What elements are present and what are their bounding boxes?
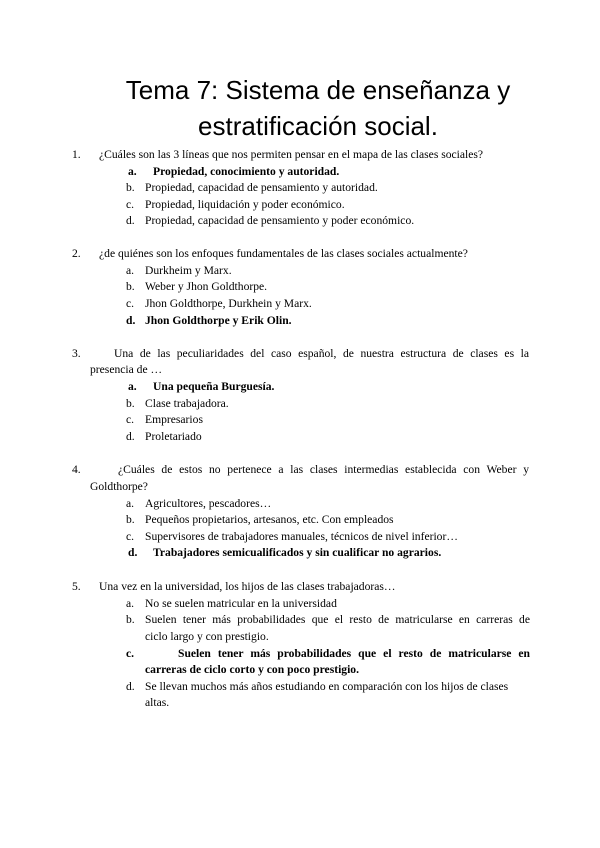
option-text: Agricultores, pescadores… [145,497,272,510]
option-letter: d. [126,680,135,693]
option-text-line-2: altas. [145,696,170,709]
option-text: Una pequeña Burguesía. [153,380,275,393]
option-letter: a. [126,597,135,610]
question-text: ¿Cuáles son las 3 líneas que nos permiten pensar en el mapa de las clases sociales? [99,148,484,161]
option-text: Proletariado [145,430,202,443]
option-text: Clase trabajadora. [145,397,229,410]
option-letter: b. [126,513,135,526]
question-number: 1. [72,148,81,161]
option-text-line-2: carreras de ciclo corto y con poco prestigio. [145,663,359,676]
option-letter: c. [126,198,135,211]
option-text-line-1: Suelen tener más probabilidades que el resto de matricularse en [178,647,530,660]
title-line-1: Tema 7: Sistema de enseñanza y [125,75,511,105]
question-number: 2. [72,247,81,260]
option-text: Propiedad, capacidad de pensamiento y poder económico. [145,214,415,227]
option-text-line-1: Se llevan muchos más años estudiando en comparación con los hijos de clases [145,680,509,693]
option-letter: d. [126,214,135,227]
option-text: Empresarios [145,413,203,426]
question-text-line-1: ¿Cuáles de estos no pertenece a las clases intermedias establecida con Weber y [118,463,529,476]
question-number: 5. [72,580,81,593]
option-letter: c. [126,297,135,310]
option-text: Propiedad, liquidación y poder económico. [145,198,345,211]
question-text: Una vez en la universidad, los hijos de las clases trabajadoras… [99,580,396,593]
option-letter: c. [126,413,135,426]
option-text: Weber y Jhon Goldthorpe. [145,280,268,293]
option-text-line-2: ciclo largo y con prestigio. [145,630,269,643]
option-letter: a. [126,264,135,277]
option-text: Jhon Goldthorpe, Durkhein y Marx. [145,297,312,310]
question-number: 3. [72,347,81,360]
option-text: Propiedad, conocimiento y autoridad. [153,165,340,178]
option-text: Pequeños propietarios, artesanos, etc. Con empleados [145,513,394,526]
question-text-line-1: Una de las peculiaridades del caso español, de nuestra estructura de clases es la [114,347,529,360]
option-text: No se suelen matricular en la universidad [145,597,337,610]
question-text-line-2: Goldthorpe? [90,480,148,493]
option-text-line-1: Suelen tener más probabilidades que el resto de matricularse en carreras de [145,613,530,626]
option-letter: d. [128,546,138,559]
option-text: Jhon Goldthorpe y Erik Olin. [145,314,292,327]
option-letter: b. [126,181,135,194]
question-text: ¿de quiénes son los enfoques fundamentales de las clases sociales actualmente? [99,247,468,260]
title-line-2: estratificación social. [198,111,438,141]
option-letter: c. [126,530,135,543]
option-letter: c. [126,647,135,660]
option-letter: d. [126,314,136,327]
option-letter: b. [126,397,135,410]
option-letter: d. [126,430,135,443]
option-text: Supervisores de trabajadores manuales, técnicos de nivel inferior… [145,530,458,543]
option-letter: b. [126,280,135,293]
option-text: Propiedad, capacidad de pensamiento y autoridad. [145,181,378,194]
question-number: 4. [72,463,81,476]
option-letter: a. [128,165,137,178]
option-text: Durkheim y Marx. [145,264,232,277]
option-text: Trabajadores semicualificados y sin cualificar no agrarios. [153,546,442,559]
question-text-line-2: presencia de … [90,363,163,376]
option-letter: a. [128,380,137,393]
page-title [80,72,556,144]
option-letter: a. [126,497,135,510]
option-letter: b. [126,613,135,626]
